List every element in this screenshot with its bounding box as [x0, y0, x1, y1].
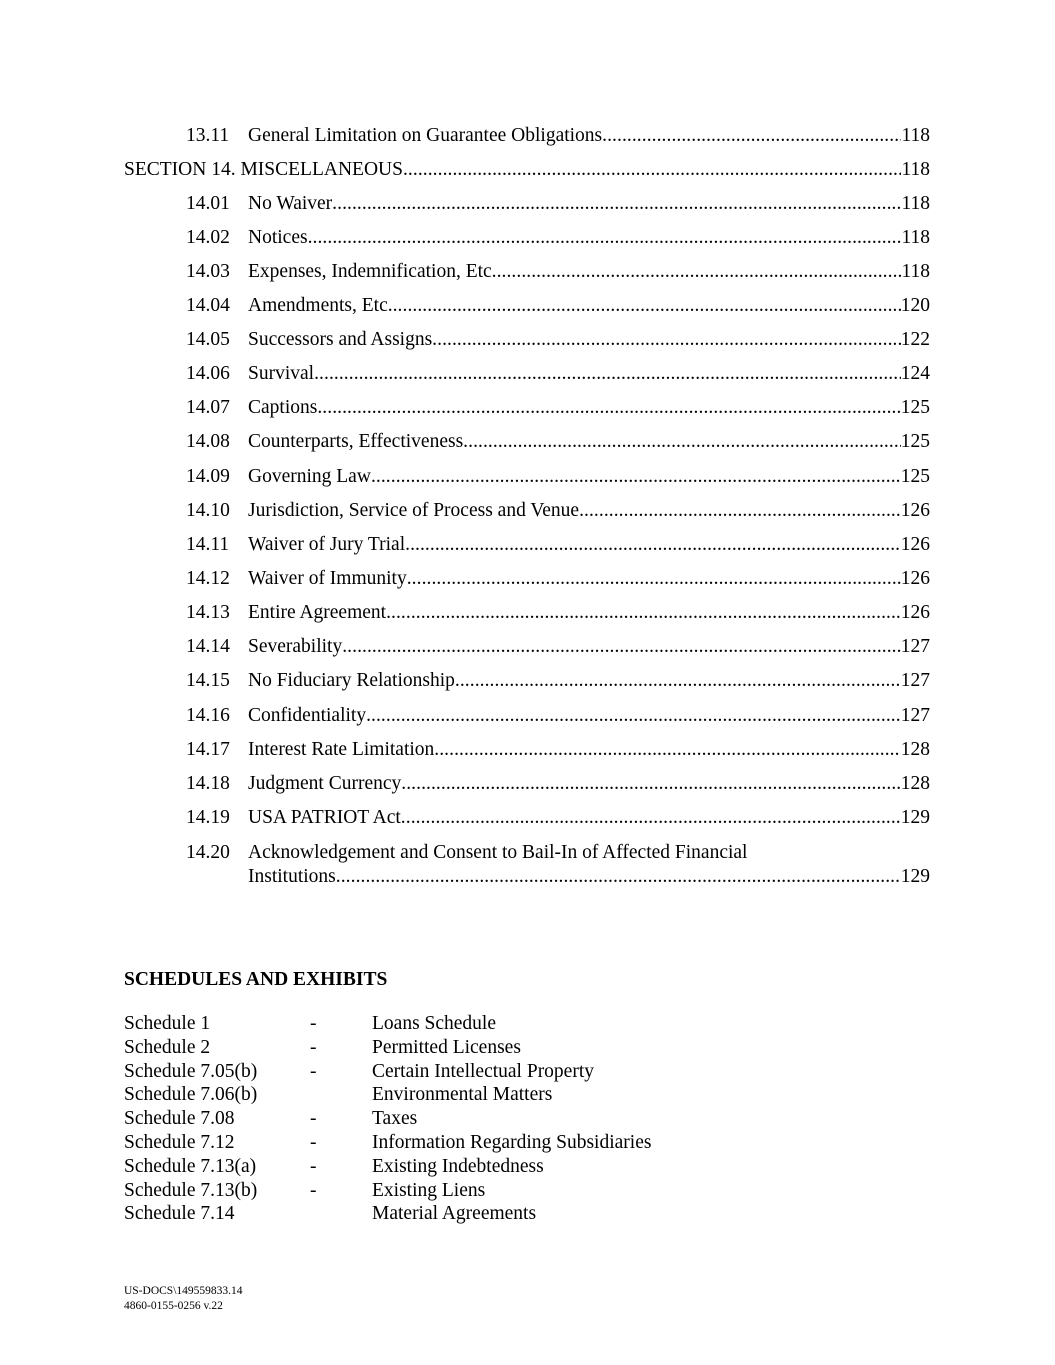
schedule-row: [124, 1036, 824, 1060]
toc-title: Governing Law: [248, 466, 371, 487]
toc-number: 14.09: [186, 466, 230, 487]
toc-page: 120: [900, 295, 930, 316]
toc-leader: [332, 192, 901, 216]
schedule-dash: -: [310, 1132, 317, 1153]
toc-leader: [497, 260, 902, 284]
schedule-code: Schedule 7.05(b): [124, 1061, 258, 1082]
toc-leader: [308, 226, 902, 250]
toc-page: 124: [900, 363, 930, 384]
toc-number: 13.11: [186, 125, 230, 146]
toc-number: 14.06: [186, 363, 230, 384]
toc-leader: [432, 328, 901, 352]
toc-leader: [336, 865, 901, 889]
schedule-dash: -: [310, 1037, 317, 1058]
toc-number: 14.17: [186, 739, 230, 760]
toc-title: No Waiver: [248, 193, 333, 214]
schedule-code: Schedule 7.06(b): [124, 1084, 258, 1105]
toc-section: [124, 158, 930, 182]
toc-page: 129: [900, 807, 930, 828]
schedule-row: [124, 1155, 824, 1179]
toc-entry: [186, 226, 930, 250]
toc-page: 118: [901, 261, 930, 282]
schedule-dash: -: [310, 1108, 317, 1129]
toc-number: 14.05: [186, 329, 230, 350]
schedule-code: Schedule 7.14: [124, 1203, 235, 1224]
toc-page: 118: [901, 227, 930, 248]
document-footer: [124, 1284, 243, 1314]
schedules-heading: SCHEDULES AND EXHIBITS: [124, 969, 388, 990]
toc-leader: [317, 396, 900, 420]
toc-entry-multiline: [186, 841, 930, 865]
schedule-description: Material Agreements: [372, 1203, 537, 1224]
schedule-code: Schedule 7.13(b): [124, 1180, 258, 1201]
schedule-description: Existing Liens: [372, 1180, 486, 1201]
toc-number: 14.08: [186, 431, 230, 452]
toc-leader: [314, 362, 901, 386]
toc-leader: [342, 635, 901, 659]
toc-leader: [407, 567, 901, 591]
toc-number: 14.18: [186, 773, 230, 794]
toc-leader: [405, 533, 901, 557]
toc-entry: [186, 465, 930, 489]
toc-title: No Fiduciary Relationship: [248, 670, 455, 691]
toc-page: 127: [900, 636, 930, 657]
toc-title: Expenses, Indemnification, Etc.: [248, 261, 497, 282]
toc-entry: [186, 430, 930, 454]
toc-page: 128: [900, 739, 930, 760]
toc-leader: [401, 772, 900, 796]
toc-entry: [186, 704, 930, 728]
toc-number: 14.14: [186, 636, 230, 657]
toc-entry: [186, 362, 930, 386]
toc-leader: [579, 499, 901, 523]
schedule-code: Schedule 2: [124, 1037, 211, 1058]
toc-leader: [393, 294, 901, 318]
toc-page: 125: [900, 397, 930, 418]
toc-entry-continuation: [248, 865, 930, 889]
schedule-dash: -: [310, 1061, 317, 1082]
schedule-row: [124, 1131, 824, 1155]
toc-leader: [386, 601, 901, 625]
schedule-dash: -: [310, 1013, 317, 1034]
toc-leader: [463, 430, 901, 454]
toc-number: 14.15: [186, 670, 230, 691]
schedule-row: [124, 1083, 824, 1107]
toc-number: 14.01: [186, 193, 230, 214]
toc-entry: [186, 192, 930, 216]
toc-page: 127: [900, 670, 930, 691]
schedule-description: Taxes: [372, 1108, 418, 1129]
toc-leader: [434, 738, 900, 762]
toc-number: 14.13: [186, 602, 230, 623]
toc-title-line1: Acknowledgement and Consent to Bail-In of Affected Financial: [248, 842, 748, 863]
toc-number: 14.12: [186, 568, 230, 589]
toc-entry: [186, 806, 930, 830]
toc-number: 14.16: [186, 705, 230, 726]
toc-number: 14.04: [186, 295, 230, 316]
toc-page: 118: [901, 159, 930, 180]
toc-title: Waiver of Jury Trial: [248, 534, 406, 555]
toc-page: 127: [900, 705, 930, 726]
schedule-description: Loans Schedule: [372, 1013, 497, 1034]
toc-page: 129: [900, 866, 930, 887]
toc-entry: [186, 772, 930, 796]
toc-title: Confidentiality: [248, 705, 367, 726]
schedule-row: [124, 1012, 824, 1036]
toc-entry: [186, 499, 930, 523]
toc-entry: [186, 328, 930, 352]
toc-page: 118: [901, 193, 930, 214]
schedule-row: [124, 1060, 824, 1084]
toc-entry: [186, 738, 930, 762]
toc-entry: [186, 124, 930, 148]
toc-entry: [186, 396, 930, 420]
toc-title: Successors and Assigns: [248, 329, 433, 350]
toc-title: Interest Rate Limitation: [248, 739, 435, 760]
schedule-code: Schedule 7.13(a): [124, 1156, 257, 1177]
toc-number: 14.11: [186, 534, 230, 555]
schedule-row: [124, 1107, 824, 1131]
toc-title: Amendments, Etc.: [248, 295, 393, 316]
toc-entry: [186, 294, 930, 318]
toc-number: 14.07: [186, 397, 230, 418]
toc-leader: [403, 158, 902, 182]
toc-leader: [366, 704, 901, 728]
toc-leader: [602, 124, 901, 148]
toc-page: 126: [900, 602, 930, 623]
schedule-description: Environmental Matters: [372, 1084, 553, 1105]
toc-entry: [186, 533, 930, 557]
toc-title-line2: Institutions: [248, 866, 336, 887]
toc-title: Judgment Currency: [248, 773, 402, 794]
toc-number: 14.03: [186, 261, 230, 282]
schedule-row: [124, 1179, 824, 1203]
toc-page: 126: [900, 534, 930, 555]
toc-title: Captions: [248, 397, 318, 418]
toc-title: Counterparts, Effectiveness: [248, 431, 464, 452]
toc-title: USA PATRIOT Act: [248, 807, 401, 828]
toc-entry: [186, 635, 930, 659]
toc-title: Waiver of Immunity: [248, 568, 407, 589]
schedule-dash: -: [310, 1156, 317, 1177]
toc-page: 126: [900, 568, 930, 589]
schedule-row: [124, 1202, 824, 1226]
schedule-code: Schedule 7.08: [124, 1108, 235, 1129]
schedule-description: Certain Intellectual Property: [372, 1061, 595, 1082]
schedule-description: Existing Indebtedness: [372, 1156, 544, 1177]
toc-page: 126: [900, 500, 930, 521]
footer-version: 4860-0155-0256 v.22: [124, 1300, 223, 1312]
toc-page: 122: [900, 329, 930, 350]
toc-number: 14.20: [186, 842, 230, 863]
toc-leader: [455, 669, 901, 693]
toc-entry: [186, 601, 930, 625]
footer-doc-id: US-DOCS\149559833.14: [124, 1285, 243, 1297]
toc-title: Jurisdiction, Service of Process and Venue: [248, 500, 580, 521]
toc-page: 125: [900, 431, 930, 452]
toc-number: 14.10: [186, 500, 230, 521]
toc-leader: [371, 465, 901, 489]
toc-entry: [186, 669, 930, 693]
toc-number: 14.02: [186, 227, 230, 248]
toc-title: General Limitation on Guarantee Obligations: [248, 125, 603, 146]
schedule-code: Schedule 1: [124, 1013, 211, 1034]
toc-title: Entire Agreement: [248, 602, 387, 623]
toc-entry: [186, 260, 930, 284]
schedule-description: Permitted Licenses: [372, 1037, 521, 1058]
schedule-description: Information Regarding Subsidiaries: [372, 1132, 652, 1153]
toc-page: 125: [900, 466, 930, 487]
toc-entry: [186, 567, 930, 591]
toc-title: Notices: [248, 227, 308, 248]
toc-title: Severability: [248, 636, 343, 657]
toc-section-title: SECTION 14. MISCELLANEOUS: [124, 159, 403, 180]
toc-page: 128: [900, 773, 930, 794]
schedule-dash: -: [310, 1180, 317, 1201]
toc-number: 14.19: [186, 807, 230, 828]
toc-page: 118: [901, 125, 930, 146]
schedule-code: Schedule 7.12: [124, 1132, 235, 1153]
toc-title: Survival: [248, 363, 315, 384]
toc-leader: [401, 806, 901, 830]
